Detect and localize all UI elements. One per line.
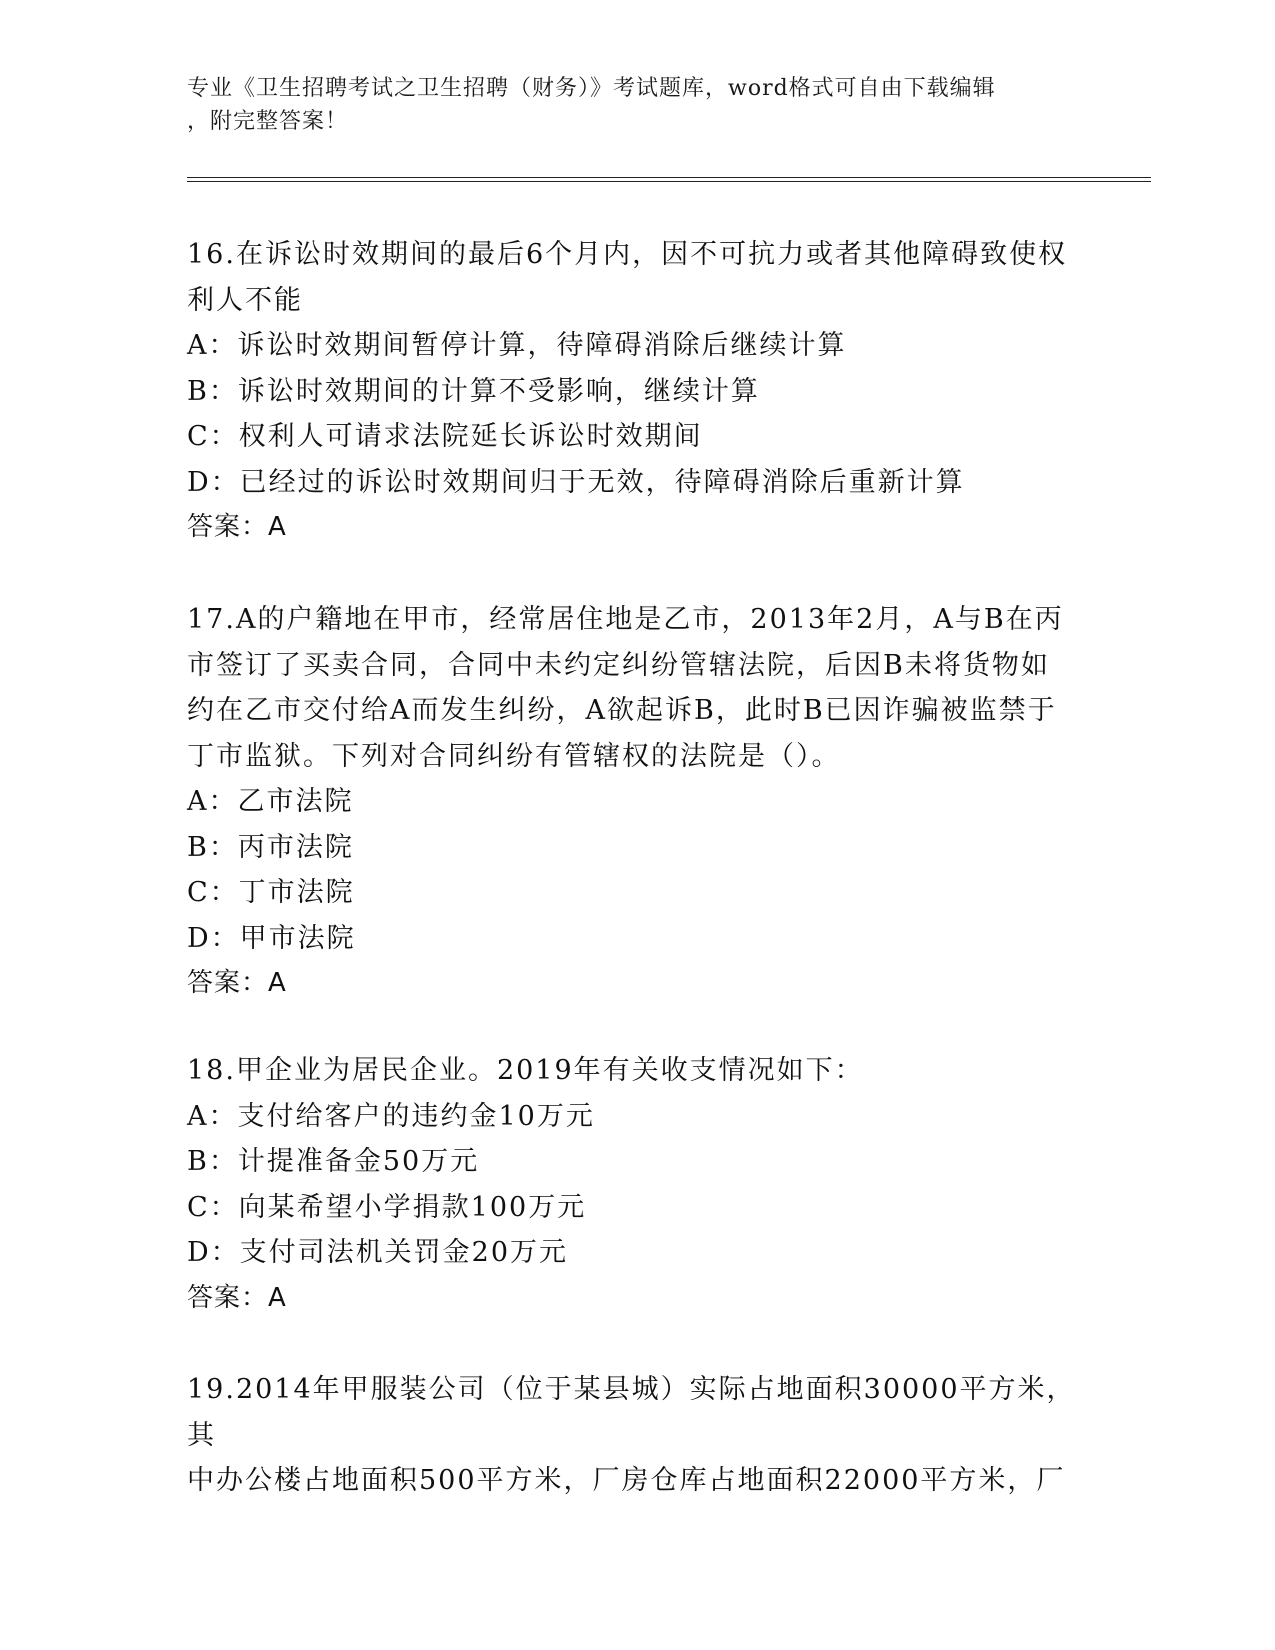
option-a: A：乙市法院 [187,786,354,817]
option-d: D：甲市法院 [187,922,356,954]
header-divider [187,177,1151,182]
stem-line: 17.A的户籍地在甲市，经常居住地是乙市，2013年2月，A与B在丙 [187,604,1064,635]
option-c: C：丁市法院 [187,877,355,908]
option-b: B：丙市法院 [187,831,354,863]
option-c: C：向某希望小学捐款100万元 [187,1191,587,1223]
answer-line: 答案：A [187,512,287,542]
question-16 [187,232,1077,551]
question-18 [187,1048,1077,1321]
option-a: A：诉讼时效期间暂停计算，待障碍消除后继续计算 [187,330,847,361]
stem-line: 19.2014年甲服装公司（位于某县城）实际占地面积30000平方米，其 [187,1374,1076,1451]
option-d: D：支付司法机关罚金20万元 [187,1237,569,1268]
document-header [187,72,1087,138]
stem-line: 市签订了买卖合同，合同中未约定纠纷管辖法院，后因B未将货物如 [187,649,1050,681]
header-line-2: ，附完整答案！ [187,109,349,134]
answer-line: 答案：A [187,968,287,998]
question-stem [187,1367,1077,1504]
stem-line: 利人不能 [187,284,303,316]
question-19 [187,1367,1077,1504]
option-b: B：计提准备金50万元 [187,1146,480,1177]
stem-line: 约在乙市交付给A而发生纠纷，A欲起诉B，此时B已因诈骗被监禁于 [187,695,1057,726]
option-a: A：支付给客户的违约金10万元 [187,1100,595,1132]
option-c: C：权利人可请求法院延长诉讼时效期间 [187,421,703,452]
stem-line: 16.在诉讼时效期间的最后6个月内，因不可抗力或者其他障碍致使权 [187,239,1068,270]
option-b: B：诉讼时效期间的计算不受影响，继续计算 [187,375,760,407]
stem-line: 中办公楼占地面积500平方米，厂房仓库占地面积22000平方米，厂 [187,1465,1066,1496]
question-stem [187,1048,1077,1094]
stem-line: 18.甲企业为居民企业。2019年有关收支情况如下： [187,1055,864,1086]
question-stem [187,597,1077,779]
question-17 [187,597,1077,1007]
question-stem [187,232,1077,323]
option-d: D：已经过的诉讼时效期间归于无效，待障碍消除后重新计算 [187,466,965,498]
answer-line: 答案：A [187,1282,287,1313]
stem-line: 丁市监狱。下列对合同纠纷有管辖权的法院是（）。 [187,740,841,772]
header-line-1: 专业《卫生招聘考试之卫生招聘（财务）》考试题库，word格式可自由下载编辑 [187,76,996,101]
